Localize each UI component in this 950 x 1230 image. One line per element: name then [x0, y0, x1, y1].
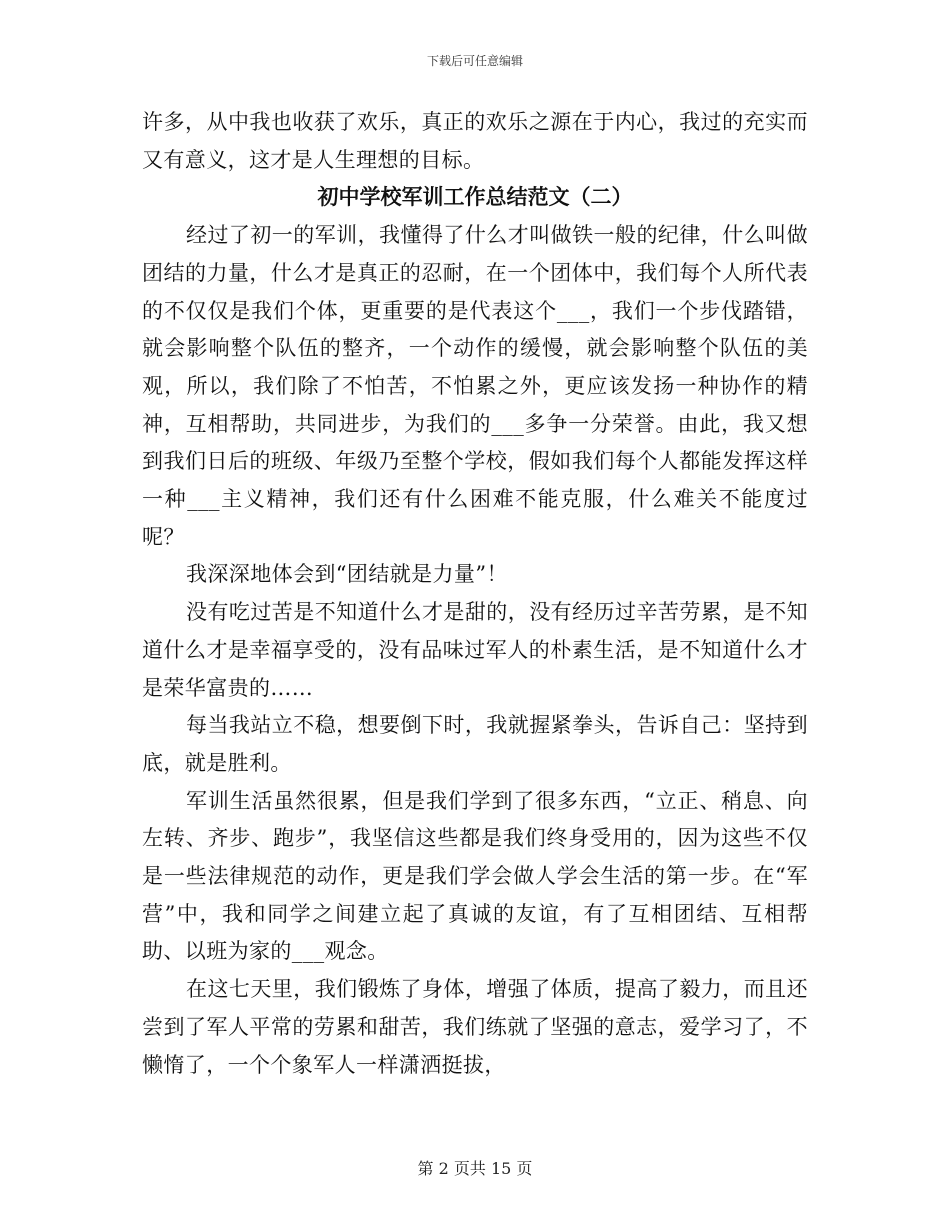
page-header: 下载后可任意编辑 [426, 54, 523, 68]
paragraph-continued: 许多，从中我也收获了欢乐，真正的欢乐之源在于内心，我过的充实而又有意义，这才是人生理想的目标。 [142, 110, 808, 172]
section-title: 初中学校军训工作总结范文（二） [317, 185, 633, 210]
document-body [142, 104, 808, 1084]
paragraph-1: 经过了初一的军训，我懂得了什么才叫做铁一般的纪律，什么叫做团结的力量，什么才是真正的忍耐，在一个团体中，我们每个人所代表的不仅仅是我们个体，更重要的是代表这个___，我们一个步伐踏错，就会影响整个队伍的整齐，一个动作的缓慢，就会影响整个队伍的美观，所以，我们除了不怕苦，不怕累之外，更应该发扬一种协作的精神，互相帮助，共同进步，为我们的___多争一分荣誉。由此，我又想到我们日后的班级、年级乃至整个学校，假如我们每个人都能发挥这样一种___主义精神，我们还有什么困难不能克服，什么难关不能度过呢？ [142, 223, 808, 549]
paragraph-6: 在这七天里，我们锻炼了身体，增强了体质，提高了毅力，而且还尝到了军人平常的劳累和甜苦，我们练就了坚强的意志，爱学习了，不懒惰了，一个个象军人一样潇洒挺拔， [142, 977, 808, 1077]
paragraph-2: 我深深地体会到“团结就是力量”！ [186, 562, 508, 587]
page-footer: 第 2 页共 15 页 [417, 1159, 533, 1178]
paragraph-4: 每当我站立不稳，想要倒下时，我就握紧拳头，告诉自己：坚持到底，就是胜利。 [142, 713, 808, 775]
paragraph-3: 没有吃过苦是不知道什么才是甜的，没有经历过辛苦劳累，是不知道什么才是幸福享受的，没有品味过军人的朴素生活，是不知道什么才是荣华富贵的…… [142, 600, 808, 700]
paragraph-5: 军训生活虽然很累，但是我们学到了很多东西，“立正、稍息、向左转、齐步、跑步”，我坚信这些都是我们终身受用的，因为这些不仅是一些法律规范的动作，更是我们学会做人学会生活的第一步。在“军营”中，我和同学之间建立起了真诚的友谊，有了互相团结、互相帮助、以班为家的___观念。 [142, 788, 808, 964]
